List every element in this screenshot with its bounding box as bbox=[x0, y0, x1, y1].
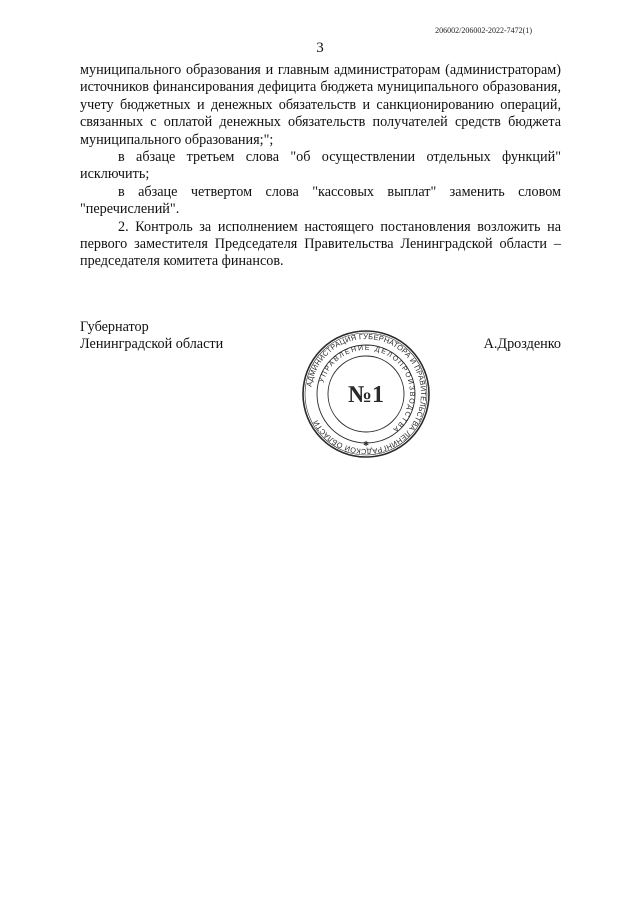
paragraph: в абзаце четвертом слова "кассовых выплат" заменить словом "перечислений". bbox=[80, 183, 561, 218]
official-seal bbox=[300, 328, 432, 460]
paragraph: в абзаце третьем слова "об осуществлении отдельных функций" исключить; bbox=[80, 149, 561, 183]
signatory-title-line1: Губернатор bbox=[80, 319, 149, 335]
seal-center-number: №1 bbox=[347, 382, 385, 408]
paragraph: 2. Контроль за исполнением настоящего постановления возложить на первого заместителя Председателя Правительства Ленинградской области – председателя комитета финансов. bbox=[80, 218, 561, 270]
seal-outer-text: АДМИНИСТРАЦИЯ ГУБЕРНАТОРА И ПРАВИТЕЛЬСТВА ЛЕНИНГРАДСКОЙ ОБЛАСТИ bbox=[304, 331, 429, 457]
paragraph: муниципального образования и главным администраторам (администраторам) источников финансирования дефицита бюджета муниципального образования, учету бюджетных и денежных обязательств и санкционированию операций, связанных с оплатой денежных обязательств получателей средств бюджета муниципального образования;"; bbox=[80, 62, 561, 148]
signatory-name: А.Дрозденко bbox=[483, 336, 561, 353]
document-body bbox=[80, 62, 561, 271]
seal-star-icon: ✱ bbox=[363, 440, 369, 448]
signatory-title-line2: Ленинградской области bbox=[80, 336, 224, 353]
page-number: 3 bbox=[316, 40, 324, 56]
seal-inner-text: УПРАВЛЕНИЕ ДЕЛОПРОИЗВОДСТВА bbox=[318, 344, 416, 434]
document-id: 206002/206002-2022-7472(1) bbox=[435, 26, 532, 35]
